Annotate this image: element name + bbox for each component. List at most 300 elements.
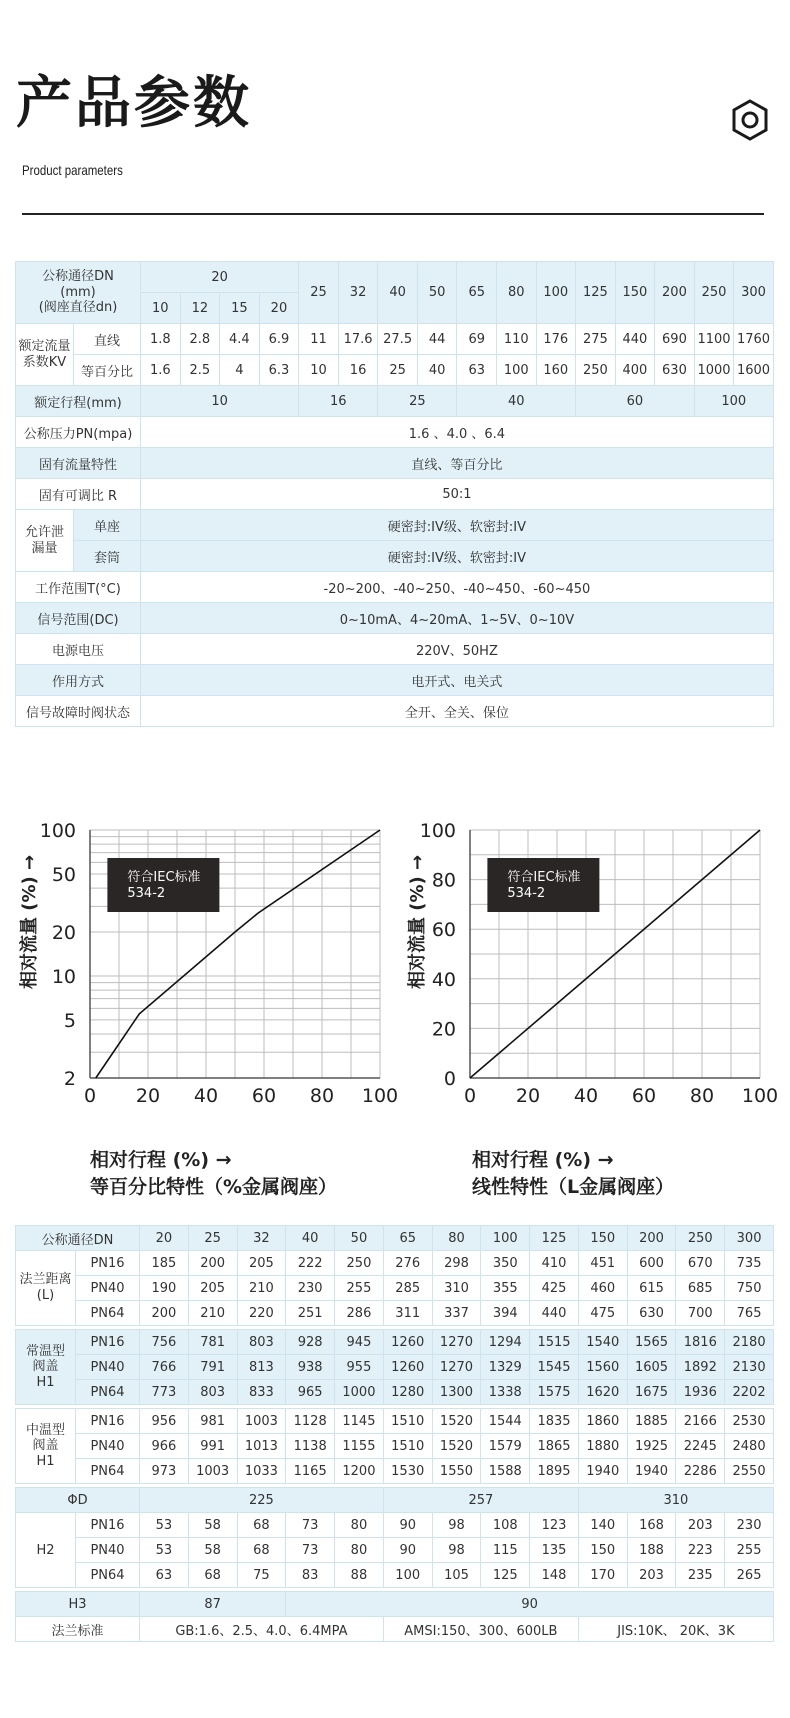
dim-value: 1892: [676, 1355, 725, 1380]
kv-linear-value: 275: [576, 324, 616, 355]
dim-value: 1033: [237, 1459, 286, 1484]
dn-value: 150: [615, 262, 655, 324]
dim-value: 1200: [335, 1459, 384, 1484]
dim-value: 2202: [725, 1380, 774, 1405]
stroke-label: 额定行程(mm): [16, 386, 141, 417]
dim-value: 73: [286, 1513, 335, 1538]
x-tick-label: 0: [463, 1085, 477, 1107]
pn-label: PN16: [76, 1330, 140, 1355]
dim-value: 1003: [188, 1459, 237, 1484]
dim-value: 2286: [676, 1459, 725, 1484]
pn-label: PN40: [76, 1434, 140, 1459]
dim-value: 956: [140, 1409, 189, 1434]
temp-value: -20~200、-40~250、-40~450、-60~450: [141, 572, 774, 603]
pressure-label: 公称压力PN(mpa): [16, 417, 141, 448]
dim-value: 600: [627, 1251, 676, 1276]
dim-value: 250: [335, 1251, 384, 1276]
y-tick-label: 2: [63, 1068, 76, 1090]
dn-value: 40: [286, 1226, 335, 1251]
dim-value: 756: [140, 1330, 189, 1355]
kv-linear-value: 1.8: [141, 324, 181, 355]
dim-value: 230: [286, 1276, 335, 1301]
dn-value: 150: [578, 1226, 627, 1251]
kv-linear-value: 1100: [694, 324, 734, 355]
dim-value: 1260: [383, 1355, 432, 1380]
table-row: [16, 479, 774, 510]
table-row: [16, 572, 774, 603]
y-tick-label: 60: [431, 919, 456, 942]
table-row: [16, 1459, 774, 1484]
page-subtitle: Product parameters: [22, 162, 123, 178]
badge-line1: 符合IEC标准: [127, 870, 201, 885]
table-row: [16, 696, 774, 727]
dim-value: 205: [188, 1276, 237, 1301]
y-tick-label: 40: [431, 968, 456, 991]
dim-value: 766: [140, 1355, 189, 1380]
dim-value: 68: [237, 1513, 286, 1538]
dim-value: 1545: [530, 1355, 579, 1380]
dim-value: 355: [481, 1276, 530, 1301]
dim-value: 58: [188, 1538, 237, 1563]
dim-value: 1544: [481, 1409, 530, 1434]
left-chart-plot: [40, 820, 400, 1140]
dim-value: 90: [383, 1513, 432, 1538]
x-tick-label: 60: [251, 1085, 277, 1107]
dim-value: 1520: [432, 1434, 481, 1459]
dim-value: 53: [140, 1513, 189, 1538]
kv-equal-value: 1000: [694, 355, 734, 386]
dim-value: 938: [286, 1355, 335, 1380]
dim-value: 265: [725, 1563, 774, 1588]
h3-value: 90: [286, 1592, 774, 1617]
badge-line2: 534-2: [127, 886, 166, 901]
dim-value: 68: [188, 1563, 237, 1588]
dim-value: 425: [530, 1276, 579, 1301]
h2-label: H2: [16, 1513, 76, 1588]
dim-value: 168: [627, 1513, 676, 1538]
dim-value: 773: [140, 1380, 189, 1405]
dim-value: 1128: [286, 1409, 335, 1434]
dim-value: 185: [140, 1251, 189, 1276]
kv-equal-value: 160: [536, 355, 576, 386]
dn-value: 100: [481, 1226, 530, 1251]
single-seat-value: 硬密封:IV级、软密封:IV: [141, 510, 774, 541]
y-tick-label: 80: [431, 869, 456, 892]
table-row: [16, 417, 774, 448]
h3-label: H3: [16, 1592, 140, 1617]
equal-label: 等百分比: [74, 355, 141, 386]
stroke-value: 25: [378, 386, 457, 417]
dim-value: 83: [286, 1563, 335, 1588]
dim-value: 220: [237, 1301, 286, 1326]
dim-value: 58: [188, 1513, 237, 1538]
dim-value: 255: [725, 1538, 774, 1563]
y-tick-label: 100: [39, 820, 76, 842]
dim-value: 1013: [237, 1434, 286, 1459]
dim-value: 100: [383, 1563, 432, 1588]
dn-value: 65: [383, 1226, 432, 1251]
dim-value: 394: [481, 1301, 530, 1326]
sleeve-label: 套筒: [74, 541, 141, 572]
kv-linear-value: 2.8: [180, 324, 220, 355]
header-divider: [22, 213, 764, 215]
dim-value: 781: [188, 1330, 237, 1355]
dim-value: 1138: [286, 1434, 335, 1459]
table-row: [16, 1563, 774, 1588]
dim-value: 945: [335, 1330, 384, 1355]
single-seat-label: 单座: [74, 510, 141, 541]
range-value: 50:1: [141, 479, 774, 510]
dim-value: 1520: [432, 1409, 481, 1434]
dim-value: 1860: [578, 1409, 627, 1434]
dim-value: 235: [676, 1563, 725, 1588]
x-tick-label: 100: [361, 1085, 399, 1107]
power-value: 220V、50HZ: [141, 634, 774, 665]
table-row: [16, 1251, 774, 1276]
dim-value: 222: [286, 1251, 335, 1276]
dim-value: 750: [725, 1276, 774, 1301]
stroke-value: 10: [141, 386, 299, 417]
dim-value: 475: [578, 1301, 627, 1326]
left-chart-ylabel: 相对流量 (%) →: [19, 854, 40, 989]
flange-standard-value: AMSI:150、300、600LB: [383, 1617, 578, 1642]
table-row: [16, 1434, 774, 1459]
kv-linear-value: 11: [299, 324, 339, 355]
dim-value: 150: [578, 1538, 627, 1563]
dim-value: 285: [383, 1276, 432, 1301]
table-row: [16, 510, 774, 541]
dim-value: 298: [432, 1251, 481, 1276]
dim-value: 1940: [627, 1459, 676, 1484]
pn-label: PN16: [76, 1513, 140, 1538]
kv-linear-value: 44: [417, 324, 457, 355]
dim-value: 148: [530, 1563, 579, 1588]
dn-value: 80: [432, 1226, 481, 1251]
dim-value: 98: [432, 1513, 481, 1538]
flange-standard-label: 法兰标准: [16, 1617, 140, 1642]
dim-value: 1000: [335, 1380, 384, 1405]
dim-value: 105: [432, 1563, 481, 1588]
table-row: [16, 1301, 774, 1326]
dn-value: 32: [237, 1226, 286, 1251]
table-row: [16, 634, 774, 665]
dim-value: 955: [335, 1355, 384, 1380]
dn-value: 20: [140, 1226, 189, 1251]
pn-label: PN16: [76, 1409, 140, 1434]
right-chart-ylabel: 相对流量 (%) →: [407, 854, 428, 989]
flange-standard-value: GB:1.6、2.5、4.0、6.4MPA: [140, 1617, 384, 1642]
pn-label: PN40: [76, 1355, 140, 1380]
dim-value: 1620: [578, 1380, 627, 1405]
table-row: [16, 262, 774, 293]
dim-value: 223: [676, 1538, 725, 1563]
dim-value: 2550: [725, 1459, 774, 1484]
fault-label: 信号故障时阀状态: [16, 696, 141, 727]
kv-equal-value: 40: [417, 355, 457, 386]
x-tick-label: 100: [741, 1085, 779, 1107]
iec-badge: [107, 858, 219, 912]
dim-value: 833: [237, 1380, 286, 1405]
dim-value: 125: [481, 1563, 530, 1588]
dn-value: 50: [335, 1226, 384, 1251]
dim-value: 1579: [481, 1434, 530, 1459]
table-row: [16, 324, 774, 355]
dim-value: 135: [530, 1538, 579, 1563]
power-label: 电源电压: [16, 634, 141, 665]
dim-value: 1835: [530, 1409, 579, 1434]
kv-linear-value: 176: [536, 324, 576, 355]
kv-equal-value: 10: [299, 355, 339, 386]
kv-linear-value: 4.4: [220, 324, 260, 355]
dim-value: 765: [725, 1301, 774, 1326]
y-tick-label: 10: [51, 965, 76, 988]
dim-value: 2180: [725, 1330, 774, 1355]
flow-char-label: 固有流量特性: [16, 448, 141, 479]
dim-value: 2245: [676, 1434, 725, 1459]
kv-equal-value: 630: [655, 355, 695, 386]
dim-value: 200: [140, 1301, 189, 1326]
stroke-value: 60: [576, 386, 695, 417]
dn-value: 250: [694, 262, 734, 324]
kv-equal-value: 1.6: [141, 355, 181, 386]
table-row: [16, 1226, 774, 1251]
seat-value: 12: [180, 293, 220, 324]
dim-value: 928: [286, 1330, 335, 1355]
dim-value: 735: [725, 1251, 774, 1276]
dn-value: 125: [576, 262, 616, 324]
dimension-table: [15, 1225, 774, 1642]
dim-value: 1155: [335, 1434, 384, 1459]
dn-value: 32: [338, 262, 378, 324]
dim-value: 1510: [383, 1409, 432, 1434]
dim-value: 286: [335, 1301, 384, 1326]
dim-value: 670: [676, 1251, 725, 1276]
dim-value: 68: [237, 1538, 286, 1563]
x-tick-label: 40: [193, 1085, 219, 1107]
kv-linear-value: 110: [496, 324, 536, 355]
y-tick-label: 50: [51, 863, 76, 886]
dim-value: 337: [432, 1301, 481, 1326]
dim-value: 451: [578, 1251, 627, 1276]
dim-value: 1280: [383, 1380, 432, 1405]
dn-value: 65: [457, 262, 497, 324]
kv-linear-value: 27.5: [378, 324, 418, 355]
dim-value: 310: [432, 1276, 481, 1301]
action-label: 作用方式: [16, 665, 141, 696]
dim-value: 1260: [383, 1330, 432, 1355]
dim-value: 1940: [578, 1459, 627, 1484]
dim-value: 123: [530, 1513, 579, 1538]
pn-label: PN16: [76, 1251, 140, 1276]
dn-value: 25: [299, 262, 339, 324]
kv-equal-value: 63: [457, 355, 497, 386]
dim-value: 2530: [725, 1409, 774, 1434]
flow-char-value: 直线、等百分比: [141, 448, 774, 479]
y-tick-label: 5: [63, 1009, 76, 1032]
left-chart-xlabel: 相对行程 (%) →: [90, 1149, 232, 1171]
dim-value: 205: [237, 1251, 286, 1276]
sleeve-value: 硬密封:IV级、软密封:IV: [141, 541, 774, 572]
dim-value: 276: [383, 1251, 432, 1276]
table-row: [16, 541, 774, 572]
iec-badge: [487, 858, 599, 912]
table-row: [16, 1409, 774, 1434]
dim-value: 311: [383, 1301, 432, 1326]
temp-label: 工作范围T(°C): [16, 572, 141, 603]
dim-value: 973: [140, 1459, 189, 1484]
table-row: [16, 1330, 774, 1355]
dim-value: 1605: [627, 1355, 676, 1380]
dim-value: 230: [725, 1513, 774, 1538]
signal-value: 0~10mA、4~20mA、1~5V、0~10V: [141, 603, 774, 634]
table-row: [16, 1276, 774, 1301]
dim-value: 255: [335, 1276, 384, 1301]
dim-value: 803: [237, 1330, 286, 1355]
dim-value: 1885: [627, 1409, 676, 1434]
range-label: 固有可调比 R: [16, 479, 141, 510]
kv-equal-value: 250: [576, 355, 616, 386]
x-tick-label: 0: [83, 1085, 97, 1107]
dim-value: 115: [481, 1538, 530, 1563]
dim-value: 1515: [530, 1330, 579, 1355]
stroke-value: 100: [694, 386, 773, 417]
fault-value: 全开、全关、保位: [141, 696, 774, 727]
h3-value: 87: [140, 1592, 286, 1617]
table-row: [16, 386, 774, 417]
dim-value: 1270: [432, 1330, 481, 1355]
dim-value: 1145: [335, 1409, 384, 1434]
dim-value: 966: [140, 1434, 189, 1459]
dn-value: 25: [188, 1226, 237, 1251]
dim-value: 1530: [383, 1459, 432, 1484]
mid-cover-label: 中温型 阀盖 H1: [16, 1409, 76, 1484]
pn-label: PN64: [76, 1563, 140, 1588]
dim-value: 1880: [578, 1434, 627, 1459]
badge-line1: 符合IEC标准: [507, 870, 581, 885]
dim-value: 73: [286, 1538, 335, 1563]
table-row: [16, 1592, 774, 1617]
dim-value: 108: [481, 1513, 530, 1538]
dim-value: 80: [335, 1513, 384, 1538]
dn-value: 300: [734, 262, 774, 324]
dim-value: 1560: [578, 1355, 627, 1380]
table-row: [16, 1355, 774, 1380]
dim-value: 1003: [237, 1409, 286, 1434]
dim-value: 2166: [676, 1409, 725, 1434]
table-row: [16, 665, 774, 696]
kv-equal-value: 6.3: [259, 355, 299, 386]
left-chart-title: 等百分比特性（%金属阀座）: [90, 1176, 338, 1198]
dim-value: 410: [530, 1251, 579, 1276]
dim-value: 170: [578, 1563, 627, 1588]
pn-label: PN64: [76, 1380, 140, 1405]
dim-value: 1510: [383, 1434, 432, 1459]
dim-value: 210: [188, 1301, 237, 1326]
table-row: [16, 448, 774, 479]
dn-value: 300: [725, 1226, 774, 1251]
signal-label: 信号范围(DC): [16, 603, 141, 634]
dim-value: 1565: [627, 1330, 676, 1355]
dim-value: 1300: [432, 1380, 481, 1405]
hexagon-nut-icon: [730, 98, 770, 142]
y-tick-label: 0: [443, 1068, 456, 1090]
dim-value: 685: [676, 1276, 725, 1301]
seat-value: 15: [220, 293, 260, 324]
kv-equal-value: 100: [496, 355, 536, 386]
right-chart-title: 线性特性（L金属阀座）: [472, 1176, 675, 1198]
action-value: 电开式、电关式: [141, 665, 774, 696]
dim-value: 700: [676, 1301, 725, 1326]
dim-value: 188: [627, 1538, 676, 1563]
dim-value: 190: [140, 1276, 189, 1301]
dn-header: 公称通径DN (mm) (阀座直径dn): [16, 262, 141, 324]
dim-value: 813: [237, 1355, 286, 1380]
page-title: 产品参数: [16, 71, 252, 136]
dim-value: 1925: [627, 1434, 676, 1459]
phi-d-value: 225: [140, 1488, 384, 1513]
pressure-value: 1.6 、4.0 、6.4: [141, 417, 774, 448]
stroke-value: 40: [457, 386, 576, 417]
dim-value: 460: [578, 1276, 627, 1301]
kv-linear-value: 17.6: [338, 324, 378, 355]
kv-equal-value: 4: [220, 355, 260, 386]
kv-equal-value: 2.5: [180, 355, 220, 386]
x-tick-label: 60: [631, 1085, 657, 1107]
dn-header: 公称通径DN: [16, 1226, 140, 1251]
dim-value: 88: [335, 1563, 384, 1588]
dim-value: 981: [188, 1409, 237, 1434]
table-row: [16, 1513, 774, 1538]
table-row: [16, 1488, 774, 1513]
dim-value: 1675: [627, 1380, 676, 1405]
table-row: [16, 1380, 774, 1405]
dim-value: 1865: [530, 1434, 579, 1459]
table-row: [16, 1538, 774, 1563]
normal-cover-label: 常温型 阀盖 H1: [16, 1330, 76, 1405]
dim-value: 2130: [725, 1355, 774, 1380]
dn-value: 100: [536, 262, 576, 324]
pn-label: PN40: [76, 1538, 140, 1563]
phi-d-value: 310: [578, 1488, 773, 1513]
right-chart-plot: [420, 820, 780, 1140]
dim-value: 140: [578, 1513, 627, 1538]
linear-label: 直线: [74, 324, 141, 355]
dim-value: 2480: [725, 1434, 774, 1459]
y-tick-label: 20: [51, 922, 76, 945]
dim-value: 98: [432, 1538, 481, 1563]
dn-value: 200: [655, 262, 695, 324]
seat-value: 20: [259, 293, 299, 324]
dn-value: 250: [676, 1226, 725, 1251]
dn-value: 80: [496, 262, 536, 324]
dim-value: 991: [188, 1434, 237, 1459]
dim-value: 1540: [578, 1330, 627, 1355]
dim-value: 1550: [432, 1459, 481, 1484]
dn-value: 200: [627, 1226, 676, 1251]
kv-equal-value: 16: [338, 355, 378, 386]
kv-linear-value: 440: [615, 324, 655, 355]
dn-value: 20: [141, 262, 299, 293]
dim-value: 965: [286, 1380, 335, 1405]
pn-label: PN64: [76, 1301, 140, 1326]
seat-value: 10: [141, 293, 181, 324]
dim-value: 803: [188, 1380, 237, 1405]
dim-value: 63: [140, 1563, 189, 1588]
stroke-value: 16: [299, 386, 378, 417]
dim-value: 1165: [286, 1459, 335, 1484]
dim-value: 1588: [481, 1459, 530, 1484]
dim-value: 350: [481, 1251, 530, 1276]
